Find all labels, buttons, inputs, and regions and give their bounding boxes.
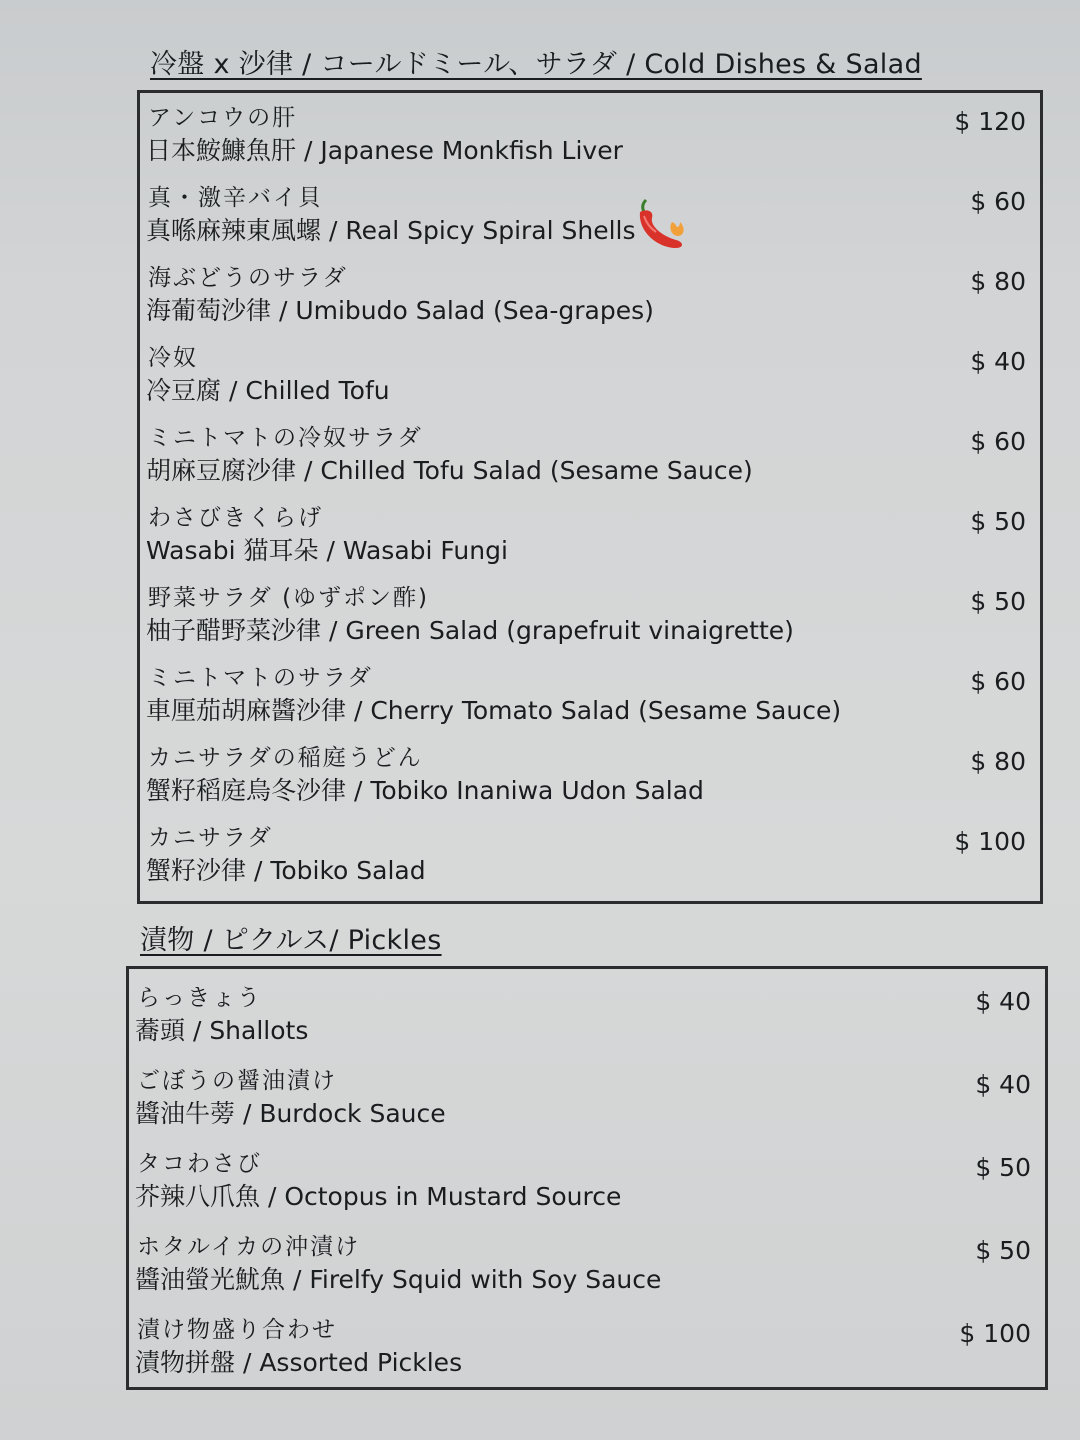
item-price: $ 50 xyxy=(975,1153,1031,1182)
menu-item xyxy=(140,497,1040,577)
item-japanese-name: 真・激辛バイ貝 xyxy=(148,185,323,211)
item-japanese-name: ミニトマトの冷奴サラダ xyxy=(148,425,423,451)
menu-item xyxy=(129,1226,1045,1306)
chili-pepper-icon xyxy=(632,196,692,252)
item-name: 車厘茄胡麻醬沙律 / Cherry Tomato Salad (Sesame Sauce) xyxy=(146,696,842,725)
item-price: $ 40 xyxy=(975,1070,1031,1099)
menu-item xyxy=(140,417,1040,497)
item-price: $ 40 xyxy=(975,987,1031,1016)
item-name: 蟹籽沙律 / Tobiko Salad xyxy=(146,856,426,885)
item-name: 冷豆腐 / Chilled Tofu xyxy=(146,376,390,405)
item-price: $ 40 xyxy=(970,347,1026,376)
item-japanese-name: 冷奴 xyxy=(148,345,198,371)
item-name: 柚子醋野菜沙律 / Green Salad (grapefruit vinaigrette) xyxy=(146,616,794,645)
item-name: Wasabi 猫耳朵 / Wasabi Fungi xyxy=(146,536,508,565)
cold-menu-box xyxy=(137,90,1043,904)
item-japanese-name: 漬け物盛り合わせ xyxy=(137,1317,337,1343)
menu-item xyxy=(140,657,1040,737)
menu-item xyxy=(140,337,1040,417)
item-japanese-name: カニサラダ xyxy=(148,825,273,851)
item-japanese-name: らっきょう xyxy=(137,985,262,1011)
item-price: $ 50 xyxy=(970,507,1026,536)
item-price: $ 60 xyxy=(970,187,1026,216)
item-japanese-name: ミニトマトのサラダ xyxy=(148,665,373,691)
menu-item xyxy=(140,97,1040,177)
item-name: 醬油牛蒡 / Burdock Sauce xyxy=(135,1099,446,1128)
item-name: 醬油螢光魷魚 / Firelfy Squid with Soy Sauce xyxy=(135,1265,662,1294)
item-name: 蟹籽稻庭烏冬沙律 / Tobiko Inaniwa Udon Salad xyxy=(146,776,704,805)
item-price: $ 50 xyxy=(975,1236,1031,1265)
menu-item xyxy=(140,177,1040,257)
menu-item xyxy=(140,737,1040,817)
item-japanese-name: ごぼうの醤油漬け xyxy=(137,1068,337,1094)
menu-item xyxy=(129,1060,1045,1140)
item-japanese-name: タコわさび xyxy=(137,1151,262,1177)
menu-item xyxy=(129,1143,1045,1223)
item-price: $ 100 xyxy=(954,827,1026,856)
cold-section-title: 冷盤 x 沙律 / コールドミール、サラダ / Cold Dishes & Salad xyxy=(150,49,922,80)
menu-item xyxy=(140,817,1040,897)
item-name: 日本鮟鱇魚肝 / Japanese Monkfish Liver xyxy=(146,136,623,165)
item-name: 真喺麻辣東風螺 / Real Spicy Spiral Shells xyxy=(146,216,636,245)
menu-item xyxy=(129,1309,1045,1389)
item-price: $ 60 xyxy=(970,667,1026,696)
item-price: $ 50 xyxy=(970,587,1026,616)
menu-item xyxy=(129,977,1045,1057)
item-japanese-name: カニサラダの稲庭うどん xyxy=(148,745,423,771)
item-price: $ 60 xyxy=(970,427,1026,456)
menu-item xyxy=(140,257,1040,337)
item-name: 海葡萄沙律 / Umibudo Salad (Sea-grapes) xyxy=(146,296,654,325)
pickles-menu-box xyxy=(126,966,1048,1390)
item-japanese-name: ホタルイカの沖漬け xyxy=(137,1234,361,1260)
item-price: $ 120 xyxy=(954,107,1026,136)
pickles-section-title: 漬物 / ピクルス/ Pickles xyxy=(140,925,442,956)
item-name: 芥辣八爪魚 / Octopus in Mustard Source xyxy=(135,1182,622,1211)
item-name: 蕎頭 / Shallots xyxy=(135,1016,309,1045)
item-japanese-name: 海ぶどうのサラダ xyxy=(148,265,348,291)
item-price: $ 80 xyxy=(970,267,1026,296)
item-price: $ 100 xyxy=(959,1319,1031,1348)
item-japanese-name: 野菜サラダ (ゆずポン酢) xyxy=(148,585,430,611)
item-japanese-name: わさびきくらげ xyxy=(148,505,323,531)
item-japanese-name: アンコウの肝 xyxy=(148,105,298,131)
item-name: 胡麻豆腐沙律 / Chilled Tofu Salad (Sesame Sauce) xyxy=(146,456,753,485)
item-price: $ 80 xyxy=(970,747,1026,776)
menu-item xyxy=(140,577,1040,657)
item-name: 漬物拼盤 / Assorted Pickles xyxy=(135,1348,463,1377)
